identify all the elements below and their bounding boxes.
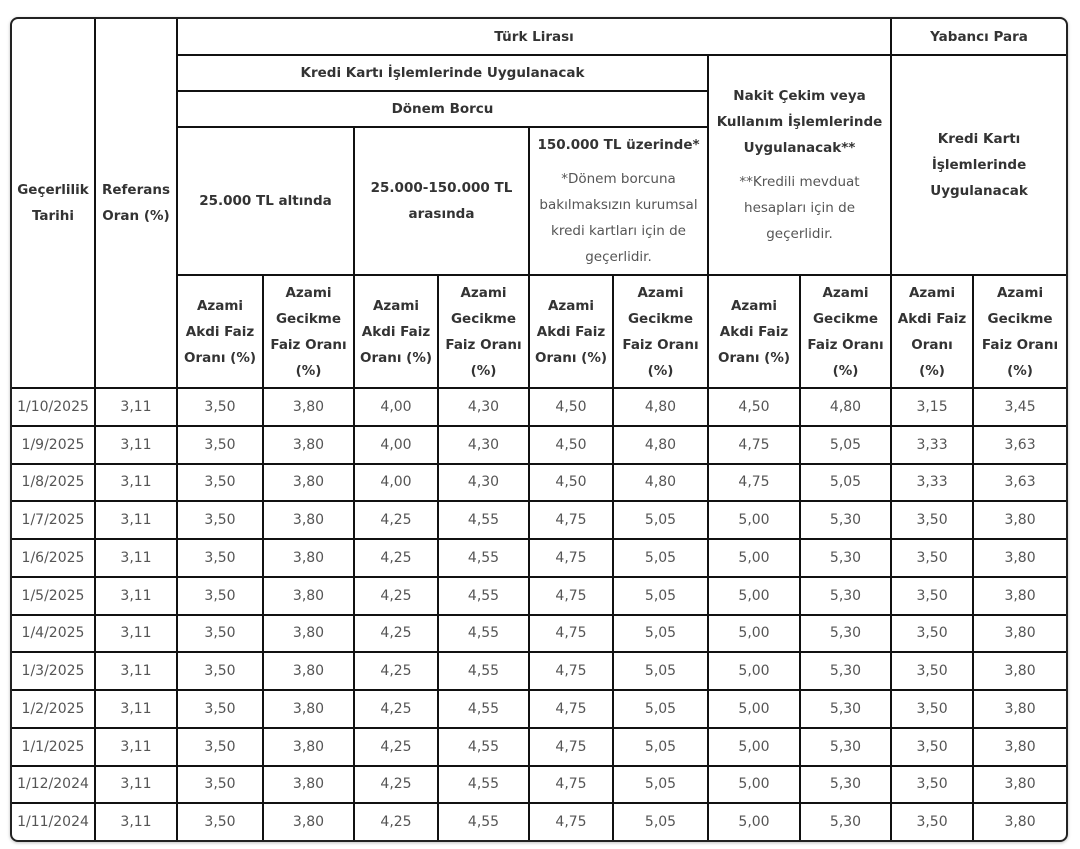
cell-fx-late-rate: 3,80 <box>973 690 1066 728</box>
cell-tier3-late-rate: 5,05 <box>613 766 708 804</box>
cell-tier2-contract-rate: 4,00 <box>354 464 438 502</box>
cell-tier1-contract-rate: 3,50 <box>177 539 263 577</box>
header-max-late-rate: Azami Gecikme Faiz Oranı (%) <box>800 275 891 388</box>
table-row <box>12 652 1066 690</box>
table-row <box>12 615 1066 653</box>
table-row <box>12 426 1066 464</box>
cell-validity-date: 1/7/2025 <box>12 501 95 539</box>
cell-reference-rate: 3,11 <box>95 615 177 653</box>
cell-tier1-contract-rate: 3,50 <box>177 464 263 502</box>
table-row <box>12 577 1066 615</box>
cell-validity-date: 1/1/2025 <box>12 728 95 766</box>
cell-cash-contract-rate: 4,75 <box>708 426 800 464</box>
cell-tier3-late-rate: 5,05 <box>613 803 708 840</box>
cell-tier2-late-rate: 4,30 <box>438 464 529 502</box>
cell-tier1-late-rate: 3,80 <box>263 464 354 502</box>
cell-tier1-contract-rate: 3,50 <box>177 426 263 464</box>
cell-tier3-contract-rate: 4,75 <box>529 577 613 615</box>
cell-cash-contract-rate: 5,00 <box>708 577 800 615</box>
cell-cash-late-rate: 5,30 <box>800 690 891 728</box>
cell-cash-late-rate: 5,30 <box>800 501 891 539</box>
header-turkish-lira: Türk Lirası <box>177 19 891 55</box>
cell-reference-rate: 3,11 <box>95 539 177 577</box>
table-header <box>12 19 1066 388</box>
table-row <box>12 501 1066 539</box>
cell-fx-contract-rate: 3,50 <box>891 766 973 804</box>
cell-reference-rate: 3,11 <box>95 388 177 426</box>
cell-tier3-late-rate: 5,05 <box>613 690 708 728</box>
header-max-contract-rate: Azami Akdi Faiz Oranı (%) <box>891 275 973 388</box>
cell-fx-contract-rate: 3,50 <box>891 615 973 653</box>
cell-tier1-late-rate: 3,80 <box>263 652 354 690</box>
cell-tier1-late-rate: 3,80 <box>263 803 354 840</box>
header-max-late-rate: Azami Gecikme Faiz Oranı (%) <box>263 275 354 388</box>
cell-cash-late-rate: 5,30 <box>800 615 891 653</box>
cell-tier1-late-rate: 3,80 <box>263 539 354 577</box>
cell-validity-date: 1/4/2025 <box>12 615 95 653</box>
cell-fx-late-rate: 3,80 <box>973 766 1066 804</box>
cell-tier1-late-rate: 3,80 <box>263 766 354 804</box>
cell-reference-rate: 3,11 <box>95 501 177 539</box>
cell-reference-rate: 3,11 <box>95 690 177 728</box>
header-max-late-rate: Azami Gecikme Faiz Oranı (%) <box>613 275 708 388</box>
cell-fx-contract-rate: 3,50 <box>891 539 973 577</box>
cell-cash-contract-rate: 5,00 <box>708 652 800 690</box>
cell-tier2-late-rate: 4,55 <box>438 539 529 577</box>
cell-tier3-late-rate: 5,05 <box>613 501 708 539</box>
cell-validity-date: 1/11/2024 <box>12 803 95 840</box>
cell-fx-contract-rate: 3,50 <box>891 652 973 690</box>
cell-tier1-late-rate: 3,80 <box>263 615 354 653</box>
cell-tier3-contract-rate: 4,75 <box>529 652 613 690</box>
cell-tier1-contract-rate: 3,50 <box>177 690 263 728</box>
cell-cash-late-rate: 5,30 <box>800 766 891 804</box>
cell-tier1-contract-rate: 3,50 <box>177 615 263 653</box>
cell-tier3-contract-rate: 4,50 <box>529 426 613 464</box>
cell-tier2-late-rate: 4,55 <box>438 577 529 615</box>
header-tier-25000-150000: 25.000-150.000 TL arasında <box>354 127 529 275</box>
cell-reference-rate: 3,11 <box>95 766 177 804</box>
cell-validity-date: 1/2/2025 <box>12 690 95 728</box>
cell-tier2-late-rate: 4,30 <box>438 388 529 426</box>
cell-tier2-contract-rate: 4,25 <box>354 728 438 766</box>
cell-tier3-contract-rate: 4,75 <box>529 766 613 804</box>
header-validity-date: Geçerlilik Tarihi <box>12 19 95 388</box>
cell-tier1-contract-rate: 3,50 <box>177 388 263 426</box>
cell-reference-rate: 3,11 <box>95 426 177 464</box>
cell-tier3-contract-rate: 4,75 <box>529 539 613 577</box>
header-reference-rate: Referans Oran (%) <box>95 19 177 388</box>
cell-tier3-contract-rate: 4,75 <box>529 690 613 728</box>
cell-cash-contract-rate: 5,00 <box>708 615 800 653</box>
cell-cash-late-rate: 5,30 <box>800 728 891 766</box>
cell-tier1-late-rate: 3,80 <box>263 426 354 464</box>
cell-fx-contract-rate: 3,50 <box>891 803 973 840</box>
cell-tier1-contract-rate: 3,50 <box>177 803 263 840</box>
cell-tier2-contract-rate: 4,25 <box>354 577 438 615</box>
cell-reference-rate: 3,11 <box>95 728 177 766</box>
cell-cash-contract-rate: 4,75 <box>708 464 800 502</box>
interest-rate-table-container <box>10 17 1068 842</box>
cell-tier2-contract-rate: 4,25 <box>354 803 438 840</box>
cell-tier1-contract-rate: 3,50 <box>177 577 263 615</box>
cell-cash-contract-rate: 5,00 <box>708 539 800 577</box>
table-body <box>12 388 1066 840</box>
cell-tier2-contract-rate: 4,00 <box>354 426 438 464</box>
cell-reference-rate: 3,11 <box>95 652 177 690</box>
cell-fx-contract-rate: 3,15 <box>891 388 973 426</box>
header-tier-above-150000 <box>529 127 708 275</box>
table-row <box>12 690 1066 728</box>
cell-validity-date: 1/8/2025 <box>12 464 95 502</box>
cell-fx-late-rate: 3,63 <box>973 426 1066 464</box>
header-tier-below-25000: 25.000 TL altında <box>177 127 354 275</box>
cell-tier2-late-rate: 4,55 <box>438 652 529 690</box>
tier-above-150000-title: 150.000 TL üzerinde* <box>537 137 700 153</box>
cell-tier2-contract-rate: 4,25 <box>354 539 438 577</box>
cell-fx-late-rate: 3,80 <box>973 501 1066 539</box>
cell-tier2-contract-rate: 4,25 <box>354 501 438 539</box>
header-credit-card-transactions: Kredi Kartı İşlemlerinde Uygulanacak <box>177 55 708 91</box>
header-max-late-rate: Azami Gecikme Faiz Oranı (%) <box>438 275 529 388</box>
header-max-contract-rate: Azami Akdi Faiz Oranı (%) <box>708 275 800 388</box>
cell-tier2-contract-rate: 4,25 <box>354 690 438 728</box>
cash-withdrawal-note: **Kredili mevduat hesapları için de geçerlidir. <box>739 174 860 242</box>
cell-fx-late-rate: 3,80 <box>973 652 1066 690</box>
cell-cash-contract-rate: 5,00 <box>708 766 800 804</box>
cell-cash-contract-rate: 4,50 <box>708 388 800 426</box>
cell-fx-contract-rate: 3,50 <box>891 728 973 766</box>
cell-validity-date: 1/5/2025 <box>12 577 95 615</box>
cell-validity-date: 1/12/2024 <box>12 766 95 804</box>
cell-fx-late-rate: 3,45 <box>973 388 1066 426</box>
cell-tier3-contract-rate: 4,75 <box>529 728 613 766</box>
table-row <box>12 464 1066 502</box>
cell-tier3-contract-rate: 4,50 <box>529 388 613 426</box>
cell-tier3-late-rate: 5,05 <box>613 577 708 615</box>
cell-tier1-late-rate: 3,80 <box>263 728 354 766</box>
cell-cash-contract-rate: 5,00 <box>708 728 800 766</box>
cell-tier1-late-rate: 3,80 <box>263 501 354 539</box>
cell-tier3-late-rate: 5,05 <box>613 652 708 690</box>
cell-tier3-contract-rate: 4,50 <box>529 464 613 502</box>
cell-cash-late-rate: 4,80 <box>800 388 891 426</box>
cell-cash-late-rate: 5,30 <box>800 803 891 840</box>
cell-validity-date: 1/10/2025 <box>12 388 95 426</box>
table-row <box>12 728 1066 766</box>
cell-fx-late-rate: 3,80 <box>973 539 1066 577</box>
cell-fx-contract-rate: 3,33 <box>891 426 973 464</box>
cell-tier3-late-rate: 4,80 <box>613 426 708 464</box>
cell-fx-late-rate: 3,80 <box>973 615 1066 653</box>
cell-tier2-late-rate: 4,55 <box>438 728 529 766</box>
cash-withdrawal-title: Nakit Çekim veya Kullanım İşlemlerinde Uygulanacak** <box>716 88 883 156</box>
cell-tier1-late-rate: 3,80 <box>263 388 354 426</box>
cell-tier2-late-rate: 4,55 <box>438 766 529 804</box>
table-row <box>12 803 1066 840</box>
cell-reference-rate: 3,11 <box>95 464 177 502</box>
cell-tier2-contract-rate: 4,25 <box>354 766 438 804</box>
cell-fx-late-rate: 3,63 <box>973 464 1066 502</box>
cell-fx-late-rate: 3,80 <box>973 728 1066 766</box>
header-max-late-rate: Azami Gecikme Faiz Oranı (%) <box>973 275 1066 388</box>
header-max-contract-rate: Azami Akdi Faiz Oranı (%) <box>354 275 438 388</box>
cell-cash-late-rate: 5,05 <box>800 426 891 464</box>
cell-tier3-late-rate: 4,80 <box>613 388 708 426</box>
cell-fx-late-rate: 3,80 <box>973 803 1066 840</box>
cell-fx-contract-rate: 3,50 <box>891 501 973 539</box>
cell-tier1-late-rate: 3,80 <box>263 577 354 615</box>
header-fx-credit-card-transactions: Kredi Kartı İşlemlerinde Uygulanacak <box>891 55 1066 275</box>
cell-tier1-contract-rate: 3,50 <box>177 766 263 804</box>
cell-tier3-late-rate: 4,80 <box>613 464 708 502</box>
cell-tier3-late-rate: 5,05 <box>613 728 708 766</box>
cell-validity-date: 1/6/2025 <box>12 539 95 577</box>
cell-tier2-contract-rate: 4,25 <box>354 615 438 653</box>
cell-tier1-contract-rate: 3,50 <box>177 501 263 539</box>
tier-above-150000-note: *Dönem borcuna bakılmaksızın kurumsal kredi kartları için de geçerlidir. <box>539 171 698 265</box>
cell-validity-date: 1/3/2025 <box>12 652 95 690</box>
header-foreign-currency: Yabancı Para <box>891 19 1066 55</box>
cell-cash-late-rate: 5,05 <box>800 464 891 502</box>
cell-reference-rate: 3,11 <box>95 803 177 840</box>
cell-tier2-late-rate: 4,55 <box>438 803 529 840</box>
cell-fx-contract-rate: 3,33 <box>891 464 973 502</box>
cell-cash-late-rate: 5,30 <box>800 539 891 577</box>
cell-cash-contract-rate: 5,00 <box>708 501 800 539</box>
table-row <box>12 766 1066 804</box>
cell-cash-late-rate: 5,30 <box>800 652 891 690</box>
cell-cash-contract-rate: 5,00 <box>708 803 800 840</box>
cell-tier2-late-rate: 4,55 <box>438 501 529 539</box>
cell-tier1-contract-rate: 3,50 <box>177 728 263 766</box>
cell-tier2-contract-rate: 4,25 <box>354 652 438 690</box>
cell-tier3-late-rate: 5,05 <box>613 539 708 577</box>
credit-card-interest-rate-table <box>12 19 1066 840</box>
cell-tier2-late-rate: 4,55 <box>438 615 529 653</box>
cell-tier1-contract-rate: 3,50 <box>177 652 263 690</box>
cell-cash-late-rate: 5,30 <box>800 577 891 615</box>
cell-tier1-late-rate: 3,80 <box>263 690 354 728</box>
cell-tier2-late-rate: 4,55 <box>438 690 529 728</box>
cell-reference-rate: 3,11 <box>95 577 177 615</box>
table-row <box>12 539 1066 577</box>
cell-fx-contract-rate: 3,50 <box>891 690 973 728</box>
cell-tier3-contract-rate: 4,75 <box>529 615 613 653</box>
cell-tier2-late-rate: 4,30 <box>438 426 529 464</box>
cell-tier3-contract-rate: 4,75 <box>529 501 613 539</box>
header-period-debt: Dönem Borcu <box>177 91 708 127</box>
cell-fx-contract-rate: 3,50 <box>891 577 973 615</box>
cell-tier2-contract-rate: 4,00 <box>354 388 438 426</box>
cell-validity-date: 1/9/2025 <box>12 426 95 464</box>
cell-tier3-contract-rate: 4,75 <box>529 803 613 840</box>
table-row <box>12 388 1066 426</box>
cell-fx-late-rate: 3,80 <box>973 577 1066 615</box>
cell-cash-contract-rate: 5,00 <box>708 690 800 728</box>
header-max-contract-rate: Azami Akdi Faiz Oranı (%) <box>529 275 613 388</box>
header-cash-withdrawal <box>708 55 891 275</box>
header-max-contract-rate: Azami Akdi Faiz Oranı (%) <box>177 275 263 388</box>
cell-tier3-late-rate: 5,05 <box>613 615 708 653</box>
